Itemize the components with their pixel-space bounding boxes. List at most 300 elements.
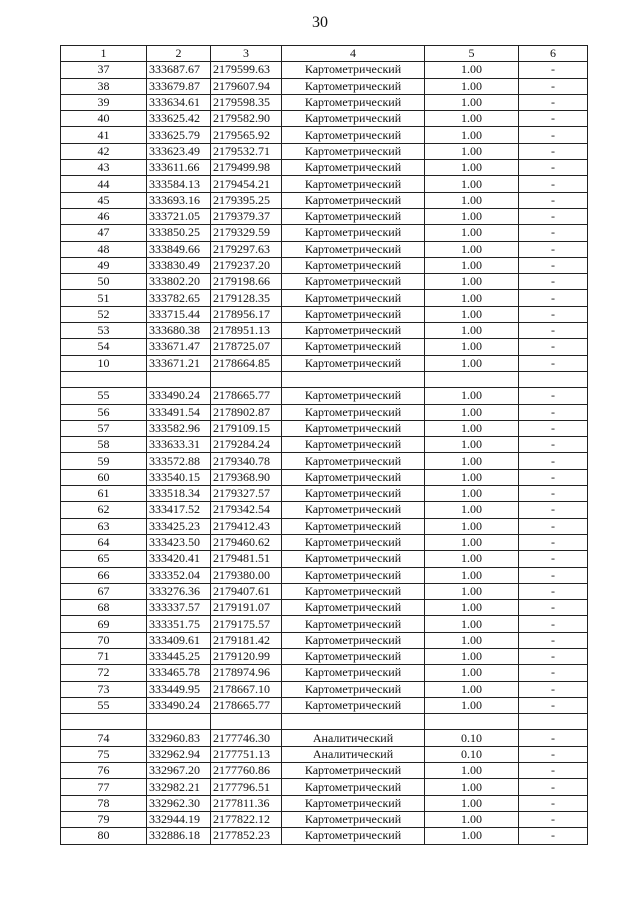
note-cell: - bbox=[519, 828, 588, 844]
y-coordinate-cell: 2178725.07 bbox=[211, 339, 282, 355]
x-coordinate-cell: 333693.16 bbox=[147, 192, 211, 208]
point-number-cell: 74 bbox=[61, 730, 147, 746]
accuracy-cell: 1.00 bbox=[425, 274, 519, 290]
method-cell: Картометрический bbox=[282, 648, 425, 664]
note-cell: - bbox=[519, 763, 588, 779]
accuracy-cell: 1.00 bbox=[425, 388, 519, 404]
note-cell: - bbox=[519, 290, 588, 306]
x-coordinate-cell: 333420.41 bbox=[147, 551, 211, 567]
empty-cell bbox=[282, 714, 425, 730]
method-cell: Картометрический bbox=[282, 665, 425, 681]
accuracy-cell: 0.10 bbox=[425, 746, 519, 762]
method-cell: Картометрический bbox=[282, 632, 425, 648]
y-coordinate-cell: 2179120.99 bbox=[211, 648, 282, 664]
note-cell: - bbox=[519, 404, 588, 420]
table-row bbox=[61, 518, 588, 534]
table-row bbox=[61, 486, 588, 502]
y-coordinate-cell: 2177760.86 bbox=[211, 763, 282, 779]
y-coordinate-cell: 2179460.62 bbox=[211, 534, 282, 550]
point-number-cell: 57 bbox=[61, 420, 147, 436]
method-cell: Картометрический bbox=[282, 241, 425, 257]
table-header bbox=[61, 46, 588, 62]
table-row bbox=[61, 339, 588, 355]
y-coordinate-cell: 2177796.51 bbox=[211, 779, 282, 795]
point-number-cell: 76 bbox=[61, 763, 147, 779]
table-row bbox=[61, 697, 588, 713]
y-coordinate-cell: 2178956.17 bbox=[211, 306, 282, 322]
point-number-cell: 67 bbox=[61, 583, 147, 599]
y-coordinate-cell: 2179181.42 bbox=[211, 632, 282, 648]
method-cell: Картометрический bbox=[282, 78, 425, 94]
x-coordinate-cell: 333584.13 bbox=[147, 176, 211, 192]
note-cell: - bbox=[519, 518, 588, 534]
note-cell: - bbox=[519, 697, 588, 713]
point-number-cell: 64 bbox=[61, 534, 147, 550]
point-number-cell: 68 bbox=[61, 600, 147, 616]
x-coordinate-cell: 333490.24 bbox=[147, 388, 211, 404]
point-number-cell: 50 bbox=[61, 274, 147, 290]
method-cell: Картометрический bbox=[282, 176, 425, 192]
table-row bbox=[61, 583, 588, 599]
y-coordinate-cell: 2179532.71 bbox=[211, 143, 282, 159]
method-cell: Картометрический bbox=[282, 779, 425, 795]
method-cell: Картометрический bbox=[282, 518, 425, 534]
point-number-cell: 55 bbox=[61, 697, 147, 713]
x-coordinate-cell: 333625.42 bbox=[147, 111, 211, 127]
point-number-cell: 77 bbox=[61, 779, 147, 795]
accuracy-cell: 1.00 bbox=[425, 681, 519, 697]
x-coordinate-cell: 333611.66 bbox=[147, 160, 211, 176]
table-row bbox=[61, 306, 588, 322]
y-coordinate-cell: 2179368.90 bbox=[211, 469, 282, 485]
table-row bbox=[61, 404, 588, 420]
contour-separator-row bbox=[61, 371, 588, 387]
table-row bbox=[61, 127, 588, 143]
table-row bbox=[61, 502, 588, 518]
empty-cell bbox=[211, 371, 282, 387]
point-number-cell: 10 bbox=[61, 355, 147, 371]
table-row bbox=[61, 274, 588, 290]
note-cell: - bbox=[519, 62, 588, 78]
accuracy-cell: 1.00 bbox=[425, 828, 519, 844]
note-cell: - bbox=[519, 600, 588, 616]
accuracy-cell: 1.00 bbox=[425, 632, 519, 648]
method-cell: Картометрический bbox=[282, 811, 425, 827]
y-coordinate-cell: 2179407.61 bbox=[211, 583, 282, 599]
point-number-cell: 48 bbox=[61, 241, 147, 257]
x-coordinate-cell: 333782.65 bbox=[147, 290, 211, 306]
note-cell: - bbox=[519, 583, 588, 599]
point-number-cell: 41 bbox=[61, 127, 147, 143]
method-cell: Картометрический bbox=[282, 534, 425, 550]
y-coordinate-cell: 2179412.43 bbox=[211, 518, 282, 534]
header-cell-x: 2 bbox=[147, 46, 211, 62]
accuracy-cell: 1.00 bbox=[425, 600, 519, 616]
method-cell: Аналитический bbox=[282, 746, 425, 762]
empty-cell bbox=[425, 371, 519, 387]
method-cell: Картометрический bbox=[282, 257, 425, 273]
method-cell: Картометрический bbox=[282, 583, 425, 599]
header-cell-accuracy: 5 bbox=[425, 46, 519, 62]
method-cell: Картометрический bbox=[282, 567, 425, 583]
point-number-cell: 42 bbox=[61, 143, 147, 159]
x-coordinate-cell: 332967.20 bbox=[147, 763, 211, 779]
table-row bbox=[61, 665, 588, 681]
method-cell: Картометрический bbox=[282, 192, 425, 208]
coordinates-table bbox=[60, 45, 588, 845]
method-cell: Картометрический bbox=[282, 697, 425, 713]
note-cell: - bbox=[519, 176, 588, 192]
table-row bbox=[61, 208, 588, 224]
point-number-cell: 40 bbox=[61, 111, 147, 127]
table-row bbox=[61, 763, 588, 779]
table-row bbox=[61, 811, 588, 827]
x-coordinate-cell: 332962.30 bbox=[147, 795, 211, 811]
accuracy-cell: 1.00 bbox=[425, 323, 519, 339]
method-cell: Картометрический bbox=[282, 143, 425, 159]
table-row bbox=[61, 616, 588, 632]
point-number-cell: 54 bbox=[61, 339, 147, 355]
y-coordinate-cell: 2177811.36 bbox=[211, 795, 282, 811]
accuracy-cell: 1.00 bbox=[425, 160, 519, 176]
x-coordinate-cell: 333830.49 bbox=[147, 257, 211, 273]
note-cell: - bbox=[519, 355, 588, 371]
point-number-cell: 44 bbox=[61, 176, 147, 192]
note-cell: - bbox=[519, 437, 588, 453]
note-cell: - bbox=[519, 730, 588, 746]
y-coordinate-cell: 2178667.10 bbox=[211, 681, 282, 697]
method-cell: Картометрический bbox=[282, 420, 425, 436]
x-coordinate-cell: 333671.47 bbox=[147, 339, 211, 355]
y-coordinate-cell: 2178974.96 bbox=[211, 665, 282, 681]
y-coordinate-cell: 2179128.35 bbox=[211, 290, 282, 306]
x-coordinate-cell: 332944.19 bbox=[147, 811, 211, 827]
x-coordinate-cell: 333634.61 bbox=[147, 94, 211, 110]
accuracy-cell: 1.00 bbox=[425, 518, 519, 534]
y-coordinate-cell: 2179380.00 bbox=[211, 567, 282, 583]
x-coordinate-cell: 332982.21 bbox=[147, 779, 211, 795]
table-row bbox=[61, 632, 588, 648]
y-coordinate-cell: 2178902.87 bbox=[211, 404, 282, 420]
y-coordinate-cell: 2179329.59 bbox=[211, 225, 282, 241]
note-cell: - bbox=[519, 811, 588, 827]
header-cell-point: 1 bbox=[61, 46, 147, 62]
y-coordinate-cell: 2179454.21 bbox=[211, 176, 282, 192]
table-row bbox=[61, 62, 588, 78]
y-coordinate-cell: 2179379.37 bbox=[211, 208, 282, 224]
point-number-cell: 72 bbox=[61, 665, 147, 681]
note-cell: - bbox=[519, 306, 588, 322]
table-row bbox=[61, 323, 588, 339]
point-number-cell: 61 bbox=[61, 486, 147, 502]
note-cell: - bbox=[519, 502, 588, 518]
y-coordinate-cell: 2178665.77 bbox=[211, 388, 282, 404]
empty-cell bbox=[519, 371, 588, 387]
x-coordinate-cell: 333680.38 bbox=[147, 323, 211, 339]
table-row bbox=[61, 469, 588, 485]
accuracy-cell: 1.00 bbox=[425, 208, 519, 224]
point-number-cell: 38 bbox=[61, 78, 147, 94]
note-cell: - bbox=[519, 388, 588, 404]
y-coordinate-cell: 2177751.13 bbox=[211, 746, 282, 762]
accuracy-cell: 1.00 bbox=[425, 616, 519, 632]
note-cell: - bbox=[519, 127, 588, 143]
note-cell: - bbox=[519, 746, 588, 762]
note-cell: - bbox=[519, 339, 588, 355]
accuracy-cell: 1.00 bbox=[425, 502, 519, 518]
point-number-cell: 45 bbox=[61, 192, 147, 208]
x-coordinate-cell: 333540.15 bbox=[147, 469, 211, 485]
point-number-cell: 79 bbox=[61, 811, 147, 827]
method-cell: Картометрический bbox=[282, 502, 425, 518]
point-number-cell: 51 bbox=[61, 290, 147, 306]
y-coordinate-cell: 2179284.24 bbox=[211, 437, 282, 453]
accuracy-cell: 1.00 bbox=[425, 94, 519, 110]
empty-cell bbox=[425, 714, 519, 730]
point-number-cell: 66 bbox=[61, 567, 147, 583]
y-coordinate-cell: 2179109.15 bbox=[211, 420, 282, 436]
note-cell: - bbox=[519, 567, 588, 583]
table-row bbox=[61, 143, 588, 159]
method-cell: Картометрический bbox=[282, 323, 425, 339]
accuracy-cell: 1.00 bbox=[425, 404, 519, 420]
note-cell: - bbox=[519, 453, 588, 469]
point-number-cell: 71 bbox=[61, 648, 147, 664]
note-cell: - bbox=[519, 681, 588, 697]
method-cell: Картометрический bbox=[282, 306, 425, 322]
header-cell-y: 3 bbox=[211, 46, 282, 62]
y-coordinate-cell: 2179191.07 bbox=[211, 600, 282, 616]
accuracy-cell: 1.00 bbox=[425, 437, 519, 453]
accuracy-cell: 1.00 bbox=[425, 111, 519, 127]
table-row bbox=[61, 648, 588, 664]
point-number-cell: 70 bbox=[61, 632, 147, 648]
table-row bbox=[61, 160, 588, 176]
point-number-cell: 39 bbox=[61, 94, 147, 110]
y-coordinate-cell: 2179599.63 bbox=[211, 62, 282, 78]
note-cell: - bbox=[519, 241, 588, 257]
y-coordinate-cell: 2179481.51 bbox=[211, 551, 282, 567]
y-coordinate-cell: 2179395.25 bbox=[211, 192, 282, 208]
method-cell: Картометрический bbox=[282, 437, 425, 453]
empty-cell bbox=[211, 714, 282, 730]
method-cell: Картометрический bbox=[282, 616, 425, 632]
x-coordinate-cell: 332886.18 bbox=[147, 828, 211, 844]
accuracy-cell: 1.00 bbox=[425, 665, 519, 681]
x-coordinate-cell: 333417.52 bbox=[147, 502, 211, 518]
method-cell: Картометрический bbox=[282, 62, 425, 78]
table-row bbox=[61, 681, 588, 697]
note-cell: - bbox=[519, 111, 588, 127]
table-row bbox=[61, 600, 588, 616]
note-cell: - bbox=[519, 616, 588, 632]
accuracy-cell: 1.00 bbox=[425, 811, 519, 827]
table-row bbox=[61, 795, 588, 811]
table-row bbox=[61, 225, 588, 241]
accuracy-cell: 1.00 bbox=[425, 648, 519, 664]
x-coordinate-cell: 333625.79 bbox=[147, 127, 211, 143]
note-cell: - bbox=[519, 648, 588, 664]
accuracy-cell: 1.00 bbox=[425, 143, 519, 159]
accuracy-cell: 1.00 bbox=[425, 534, 519, 550]
note-cell: - bbox=[519, 192, 588, 208]
y-coordinate-cell: 2179565.92 bbox=[211, 127, 282, 143]
method-cell: Картометрический bbox=[282, 469, 425, 485]
note-cell: - bbox=[519, 274, 588, 290]
x-coordinate-cell: 333721.05 bbox=[147, 208, 211, 224]
y-coordinate-cell: 2179237.20 bbox=[211, 257, 282, 273]
note-cell: - bbox=[519, 420, 588, 436]
point-number-cell: 58 bbox=[61, 437, 147, 453]
accuracy-cell: 1.00 bbox=[425, 567, 519, 583]
page-number: 30 bbox=[312, 14, 328, 31]
method-cell: Картометрический bbox=[282, 763, 425, 779]
method-cell: Картометрический bbox=[282, 290, 425, 306]
x-coordinate-cell: 333449.95 bbox=[147, 681, 211, 697]
note-cell: - bbox=[519, 208, 588, 224]
note-cell: - bbox=[519, 225, 588, 241]
point-number-cell: 75 bbox=[61, 746, 147, 762]
point-number-cell: 55 bbox=[61, 388, 147, 404]
x-coordinate-cell: 333802.20 bbox=[147, 274, 211, 290]
accuracy-cell: 1.00 bbox=[425, 78, 519, 94]
point-number-cell: 80 bbox=[61, 828, 147, 844]
empty-cell bbox=[282, 371, 425, 387]
note-cell: - bbox=[519, 94, 588, 110]
table-row bbox=[61, 290, 588, 306]
note-cell: - bbox=[519, 779, 588, 795]
x-coordinate-cell: 333445.25 bbox=[147, 648, 211, 664]
y-coordinate-cell: 2179582.90 bbox=[211, 111, 282, 127]
note-cell: - bbox=[519, 257, 588, 273]
method-cell: Картометрический bbox=[282, 404, 425, 420]
y-coordinate-cell: 2179340.78 bbox=[211, 453, 282, 469]
accuracy-cell: 1.00 bbox=[425, 486, 519, 502]
table-row bbox=[61, 192, 588, 208]
table-row bbox=[61, 779, 588, 795]
point-number-cell: 69 bbox=[61, 616, 147, 632]
empty-cell bbox=[61, 714, 147, 730]
point-number-cell: 62 bbox=[61, 502, 147, 518]
x-coordinate-cell: 333633.31 bbox=[147, 437, 211, 453]
method-cell: Картометрический bbox=[282, 551, 425, 567]
y-coordinate-cell: 2178665.77 bbox=[211, 697, 282, 713]
accuracy-cell: 0.10 bbox=[425, 730, 519, 746]
x-coordinate-cell: 333850.25 bbox=[147, 225, 211, 241]
point-number-cell: 52 bbox=[61, 306, 147, 322]
y-coordinate-cell: 2178951.13 bbox=[211, 323, 282, 339]
x-coordinate-cell: 333572.88 bbox=[147, 453, 211, 469]
point-number-cell: 73 bbox=[61, 681, 147, 697]
note-cell: - bbox=[519, 160, 588, 176]
method-cell: Картометрический bbox=[282, 111, 425, 127]
header-row bbox=[61, 46, 588, 62]
method-cell: Картометрический bbox=[282, 355, 425, 371]
y-coordinate-cell: 2179499.98 bbox=[211, 160, 282, 176]
table-body bbox=[61, 62, 588, 844]
table-row bbox=[61, 534, 588, 550]
note-cell: - bbox=[519, 78, 588, 94]
method-cell: Картометрический bbox=[282, 225, 425, 241]
table-row bbox=[61, 746, 588, 762]
x-coordinate-cell: 333623.49 bbox=[147, 143, 211, 159]
table-row bbox=[61, 730, 588, 746]
header-cell-method: 4 bbox=[282, 46, 425, 62]
note-cell: - bbox=[519, 469, 588, 485]
x-coordinate-cell: 333465.78 bbox=[147, 665, 211, 681]
accuracy-cell: 1.00 bbox=[425, 306, 519, 322]
note-cell: - bbox=[519, 632, 588, 648]
y-coordinate-cell: 2179198.66 bbox=[211, 274, 282, 290]
method-cell: Картометрический bbox=[282, 388, 425, 404]
contour-separator-row bbox=[61, 714, 588, 730]
table-row bbox=[61, 78, 588, 94]
table-row bbox=[61, 388, 588, 404]
empty-cell bbox=[519, 714, 588, 730]
point-number-cell: 43 bbox=[61, 160, 147, 176]
accuracy-cell: 1.00 bbox=[425, 551, 519, 567]
table-row bbox=[61, 111, 588, 127]
table-row bbox=[61, 355, 588, 371]
x-coordinate-cell: 333276.36 bbox=[147, 583, 211, 599]
point-number-cell: 49 bbox=[61, 257, 147, 273]
table-row bbox=[61, 420, 588, 436]
table-row bbox=[61, 257, 588, 273]
x-coordinate-cell: 333687.67 bbox=[147, 62, 211, 78]
y-coordinate-cell: 2179175.57 bbox=[211, 616, 282, 632]
x-coordinate-cell: 332960.83 bbox=[147, 730, 211, 746]
y-coordinate-cell: 2179342.54 bbox=[211, 502, 282, 518]
accuracy-cell: 1.00 bbox=[425, 583, 519, 599]
method-cell: Аналитический bbox=[282, 730, 425, 746]
point-number-cell: 63 bbox=[61, 518, 147, 534]
x-coordinate-cell: 333715.44 bbox=[147, 306, 211, 322]
table-row bbox=[61, 551, 588, 567]
y-coordinate-cell: 2179327.57 bbox=[211, 486, 282, 502]
accuracy-cell: 1.00 bbox=[425, 469, 519, 485]
method-cell: Картометрический bbox=[282, 600, 425, 616]
table-row bbox=[61, 567, 588, 583]
empty-cell bbox=[147, 371, 211, 387]
accuracy-cell: 1.00 bbox=[425, 763, 519, 779]
x-coordinate-cell: 333352.04 bbox=[147, 567, 211, 583]
accuracy-cell: 1.00 bbox=[425, 176, 519, 192]
y-coordinate-cell: 2178664.85 bbox=[211, 355, 282, 371]
method-cell: Картометрический bbox=[282, 795, 425, 811]
method-cell: Картометрический bbox=[282, 127, 425, 143]
x-coordinate-cell: 333351.75 bbox=[147, 616, 211, 632]
accuracy-cell: 1.00 bbox=[425, 453, 519, 469]
table-row bbox=[61, 241, 588, 257]
table-row bbox=[61, 94, 588, 110]
point-number-cell: 60 bbox=[61, 469, 147, 485]
x-coordinate-cell: 332962.94 bbox=[147, 746, 211, 762]
method-cell: Картометрический bbox=[282, 453, 425, 469]
point-number-cell: 53 bbox=[61, 323, 147, 339]
note-cell: - bbox=[519, 795, 588, 811]
y-coordinate-cell: 2177852.23 bbox=[211, 828, 282, 844]
empty-cell bbox=[61, 371, 147, 387]
method-cell: Картометрический bbox=[282, 208, 425, 224]
accuracy-cell: 1.00 bbox=[425, 225, 519, 241]
empty-cell bbox=[147, 714, 211, 730]
y-coordinate-cell: 2179297.63 bbox=[211, 241, 282, 257]
point-number-cell: 47 bbox=[61, 225, 147, 241]
y-coordinate-cell: 2177746.30 bbox=[211, 730, 282, 746]
note-cell: - bbox=[519, 551, 588, 567]
point-number-cell: 78 bbox=[61, 795, 147, 811]
method-cell: Картометрический bbox=[282, 274, 425, 290]
